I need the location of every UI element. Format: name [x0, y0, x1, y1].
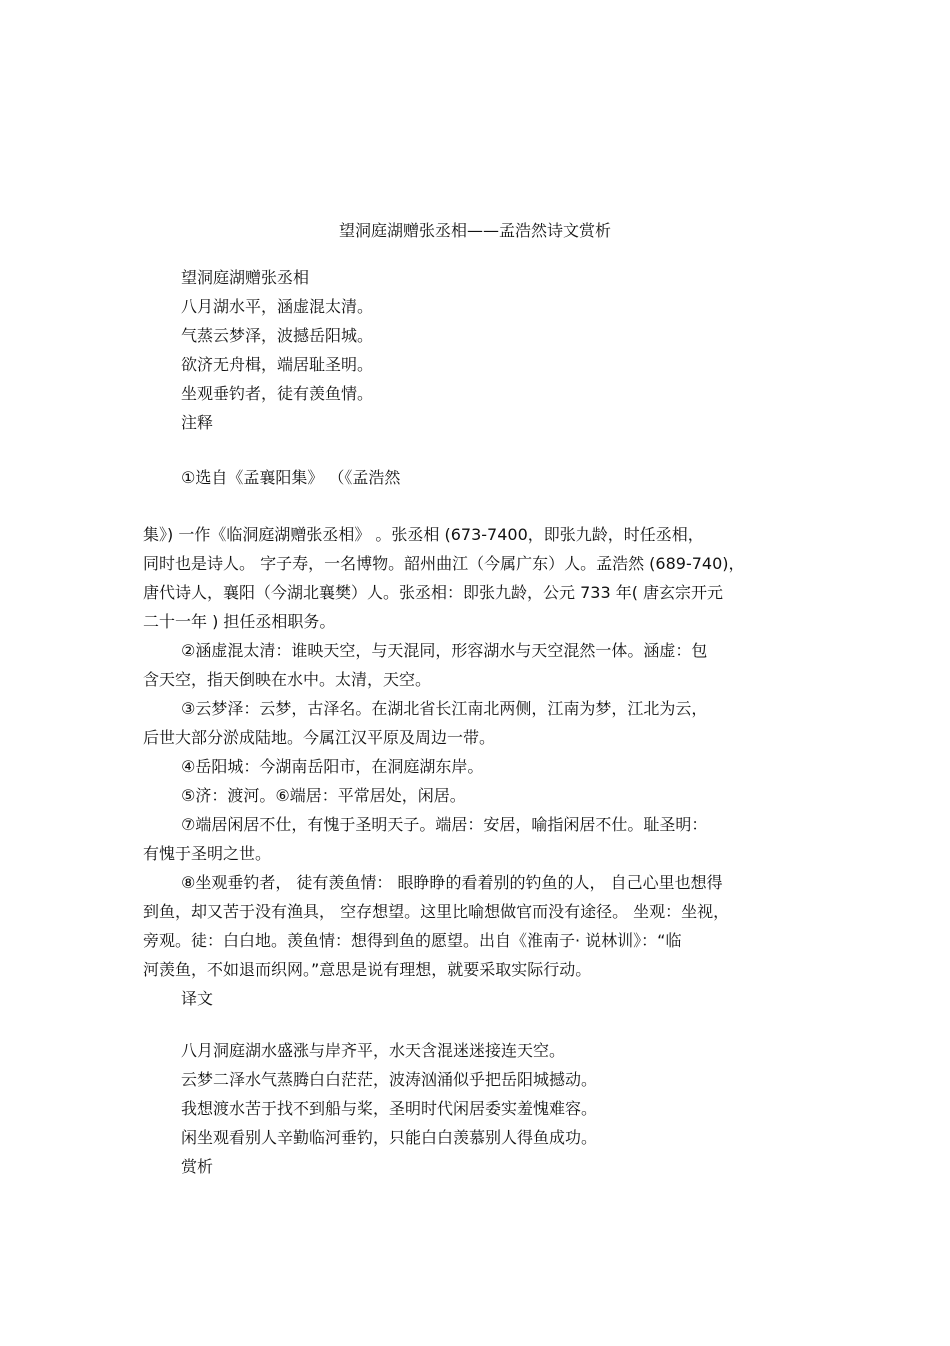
note-line: 河羡鱼，不如退而织网。”意思是说有理想，就要采取实际行动。 [143, 960, 592, 979]
note-1-start [143, 463, 813, 492]
translation-line: 闲坐观看别人辛勤临河垂钓，只能白白羡慕别人得鱼成功。 [181, 1128, 598, 1147]
translation-section [143, 1036, 813, 1181]
note-line: 同时也是诗人。 字子寿，一名博物。韶州曲江（今属广东）人。孟浩然 (689-740)， [143, 554, 745, 573]
page-title: 望洞庭湖赠张丞相——孟浩然诗文赏析 [338, 221, 611, 240]
note-line: 二十一年 ) 担任丞相职务。 [143, 612, 336, 631]
note-line: ②涵虚混太清：谁映天空，与天混同，形容湖水与天空混然一体。涵虚：包 [181, 641, 708, 660]
translation-line: 云梦二泽水气蒸腾白白茫茫，波涛汹涌似乎把岳阳城撼动。 [181, 1070, 598, 1089]
note-line: 后世大部分淤成陆地。今属江汉平原及周边一带。 [143, 728, 496, 747]
poem-line: 八月湖水平，涵虚混太清。 [181, 297, 374, 316]
poem-line: 坐观垂钓者，徒有羡鱼情。 [181, 384, 374, 403]
translation-line: 八月洞庭湖水盛涨与岸齐平，水天含混迷迷接连天空。 [181, 1041, 566, 1060]
note-line: ⑧坐观垂钓者， 徒有羡鱼情： 眼睁睁的看着别的钓鱼的人， 自己心里也想得 [181, 873, 723, 892]
appreciation-heading: 赏析 [181, 1157, 214, 1176]
note-line: ④岳阳城：今湖南岳阳市，在洞庭湖东岸。 [181, 757, 484, 776]
notes-body [143, 520, 813, 1013]
note-line: ①选自《孟襄阳集》 （《孟浩然 [181, 468, 401, 487]
note-line: ⑤济：渡河。⑥端居：平常居处，闲居。 [181, 786, 466, 805]
note-line: 集》) 一作《临洞庭湖赠张丞相》 。张丞相 (673-7400，即张九龄，时任丞相， [143, 525, 704, 544]
poem-section [143, 263, 813, 437]
poem-line: 气蒸云梦泽，波撼岳阳城。 [181, 326, 374, 345]
poem-line: 欲济无舟楫，端居耻圣明。 [181, 355, 374, 374]
note-line: ⑦端居闲居不仕，有愧于圣明天子。端居：安居，喻指闲居不仕。耻圣明： [181, 815, 708, 834]
notes-heading: 注释 [181, 413, 214, 432]
note-line: 到鱼，却又苦于没有渔具， 空存想望。这里比喻想做官而没有途径。 坐观：坐视， [143, 902, 730, 921]
translation-heading: 译文 [181, 989, 214, 1008]
note-line: 有愧于圣明之世。 [143, 844, 272, 863]
note-line: 唐代诗人，襄阳（今湖北襄樊）人。张丞相：即张九龄，公元 733 年( 唐玄宗开元 [143, 583, 724, 602]
note-line: 旁观。徒：白白地。羡鱼情：想得到鱼的愿望。出自《淮南子· 说林训》：“临 [143, 931, 682, 950]
note-line: ③云梦泽：云梦，古泽名。在湖北省长江南北两侧，江南为梦，江北为云， [181, 699, 708, 718]
translation-line: 我想渡水苦于找不到船与桨，圣明时代闲居委实羞愧难容。 [181, 1099, 598, 1118]
poem-heading: 望洞庭湖赠张丞相 [181, 268, 310, 287]
note-line: 含天空，指天倒映在水中。太清，天空。 [143, 670, 432, 689]
